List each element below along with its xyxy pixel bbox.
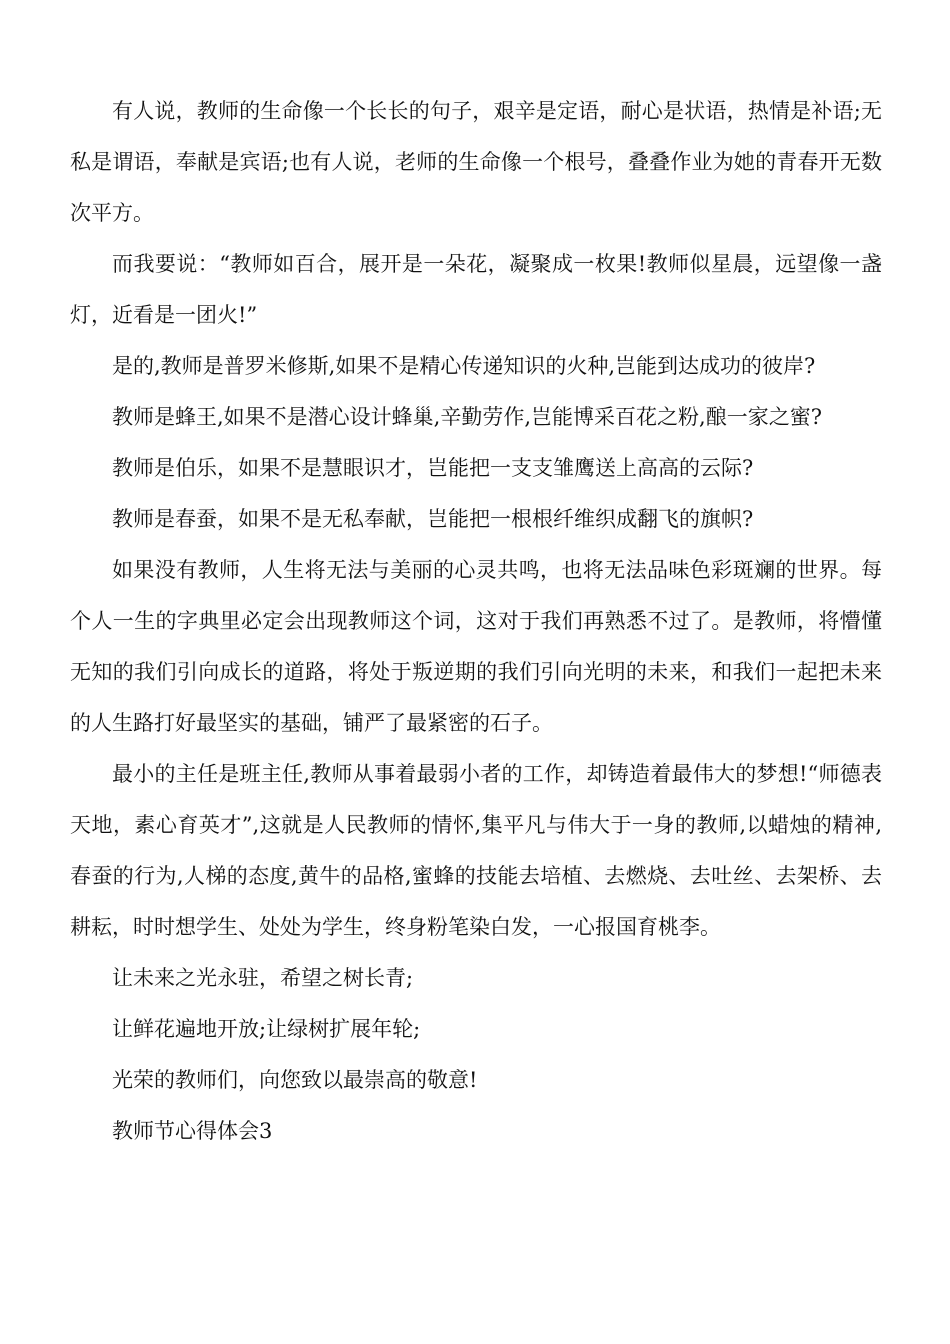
paragraph-8: 最小的主任是班主任,教师从事着最弱小者的工作，却铸造着最伟大的梦想!“师德表天地，素心育英才”,这就是人民教师的情怀,集平凡与伟大于一身的教师,以蜡烛的精神,春蚕的行为,人梯的态度,黄牛的品格,蜜蜂的技能去培植、去燃烧、去吐丝、去架桥、去耕耘，时时想学生、处处为学生，终身粉笔染白发，一心报国育桃李。: [70, 762, 882, 939]
paragraph-4: 教师是蜂王,如果不是潜心设计蜂巢,辛勤劳作,岂能博采百花之粉,酿一家之蜜?: [112, 405, 822, 429]
paragraph-11: 光荣的教师们，向您致以最崇高的敬意!: [112, 1068, 478, 1092]
section-heading: 教师节心得体会3: [112, 1119, 273, 1143]
paragraph-3: 是的,教师是普罗米修斯,如果不是精心传递知识的火种,岂能到达成功的彼岸?: [112, 354, 816, 378]
paragraph-6: 教师是春蚕，如果不是无私奉献，岂能把一根根纤维织成翻飞的旗帜?: [112, 507, 754, 531]
paragraph-9: 让未来之光永驻，希望之树长青;: [112, 966, 414, 990]
paragraph-1: 有人说，教师的生命像一个长长的句子，艰辛是定语，耐心是状语，热情是补语;无私是谓语，奉献是宾语;也有人说，老师的生命像一个根号，叠叠作业为她的青春开无数次平方。: [70, 99, 882, 225]
paragraph-5: 教师是伯乐，如果不是慧眼识才，岂能把一支支雏鹰送上高高的云际?: [112, 456, 754, 480]
paragraph-2: 而我要说：“教师如百合，展开是一朵花，凝聚成一枚果!教师似星晨，远望像一盏灯，近看是一团火!”: [70, 252, 882, 327]
paragraph-10: 让鲜花遍地开放;让绿树扩展年轮;: [112, 1017, 421, 1041]
paragraph-7: 如果没有教师，人生将无法与美丽的心灵共鸣，也将无法品味色彩斑斓的世界。每个人一生的字典里必定会出现教师这个词，这对于我们再熟悉不过了。是教师，将懵懂无知的我们引向成长的道路，将处于叛逆期的我们引向光明的未来，和我们一起把未来的人生路打好最坚实的基础，铺严了最紧密的石子。: [70, 558, 882, 735]
document-body: [70, 86, 882, 1157]
